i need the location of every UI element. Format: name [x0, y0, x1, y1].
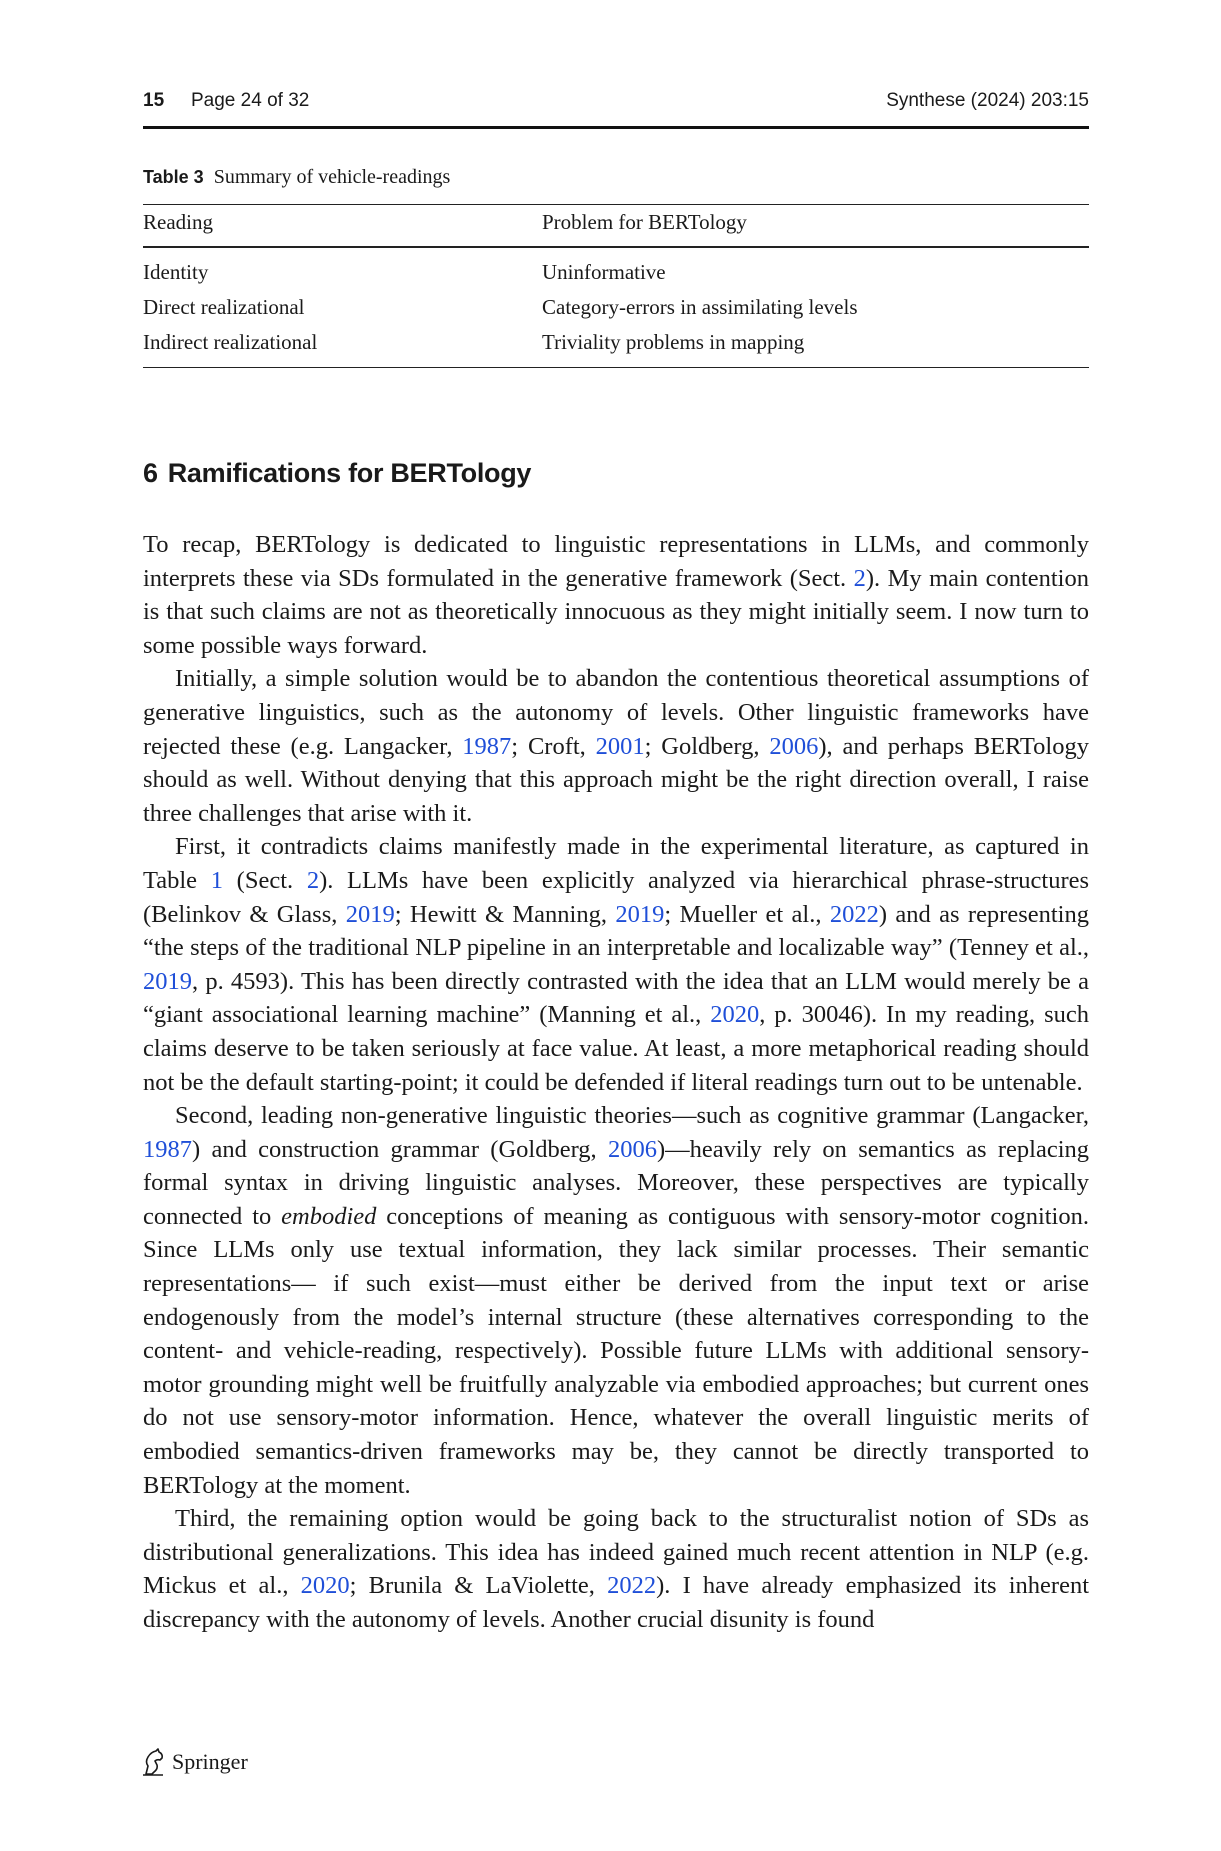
paragraph-text: ; Goldberg,: [644, 732, 770, 760]
section-heading: [143, 458, 531, 489]
table-cell: Direct realizational: [143, 295, 305, 319]
paragraph-text: ) and construction grammar (Goldberg,: [192, 1135, 608, 1163]
table-header-row: [143, 210, 1089, 242]
paragraph-text: ). I have already emphasized its inherent discrepancy with the autonomy of levels. Another crucial disunity is found: [143, 1572, 1089, 1633]
body-text: [143, 528, 1089, 1637]
paragraph-text: ; Brunila & LaViolette,: [349, 1572, 608, 1600]
citation-link[interactable]: 2001: [595, 732, 645, 760]
citation-link[interactable]: 2019: [615, 900, 665, 928]
table-caption-text: Summary of vehicle-readings: [213, 166, 451, 188]
page-of-count: Page 24 of 32: [191, 90, 310, 111]
publisher-footer: [140, 1745, 248, 1779]
table-column-header: Reading: [143, 210, 213, 234]
running-header: [143, 90, 1089, 120]
body-paragraph: [143, 1099, 1089, 1502]
citation-link[interactable]: 2006: [607, 1135, 657, 1163]
paragraph-text: Initially, a simple solution would be to abandon the contentious theoretical assumptions of generative linguistics, such as the autonomy of levels. Other linguistic frameworks have rejected these (e.g. Langacker,: [143, 665, 1089, 760]
table-cell: Uninformative: [542, 260, 666, 284]
body-paragraph: [143, 830, 1089, 1099]
journal-citation: Synthese (2024) 203:15: [886, 90, 1089, 111]
paragraph-text: Second, leading non-generative linguistic theories—such as cognitive grammar (Langacker,: [175, 1102, 1089, 1130]
paragraph-text: ; Hewitt & Manning,: [394, 900, 616, 928]
table-cell: Triviality problems in mapping: [542, 330, 805, 354]
table-cell: Identity: [143, 260, 209, 284]
table-cell: Category-errors in assimilating levels: [542, 295, 858, 319]
publisher-name: Springer: [172, 1749, 248, 1774]
table-label: Table 3: [143, 167, 204, 187]
citation-link[interactable]: 2020: [300, 1572, 350, 1600]
citation-link[interactable]: 1987: [462, 732, 512, 760]
springer-horse-icon: [140, 1748, 166, 1776]
paragraph-text: To recap, BERTology is dedicated to linguistic representations in LLMs, and commonly interprets these via SDs formulated in the generative framework (Sect.: [143, 531, 1089, 592]
body-paragraph: [143, 528, 1089, 662]
header-rule: [143, 126, 1089, 129]
citation-link[interactable]: 2: [853, 564, 866, 592]
table-caption: [143, 166, 450, 189]
citation-link[interactable]: 2022: [829, 900, 879, 928]
table-row: [143, 295, 1089, 327]
body-paragraph: [143, 662, 1089, 830]
table-cell: Indirect realizational: [143, 330, 318, 354]
body-paragraph: [143, 1502, 1089, 1636]
paragraph-text: ). LLMs have been explicitly analyzed via hierarchical phrase-structures (Belinkov & Glass,: [143, 866, 1090, 928]
paragraph-text: conceptions of meaning as contiguous with sensory-motor cognition. Since LLMs only use textual information, they lack similar processes. Their semantic representations— if such exist—must either be derived from the input text or arise endogenously from the model’s internal structure (these alternatives corresponding to the content- and vehicle-reading, respectively). Possible future LLMs with additional sensory-motor grounding might well be fruitfully analyzable via embodied approaches; but current ones do not use sensory-motor information. Hence, whatever the overall linguistic merits of embodied semantics-driven frameworks may be, they cannot be directly transported to BERTology at the moment.: [143, 1202, 1089, 1499]
citation-link[interactable]: 2006: [769, 732, 819, 760]
page-number: 15: [143, 90, 165, 111]
citation-link[interactable]: 2019: [345, 900, 395, 928]
paragraph-text: , p. 4593). This has been directly contrasted with the idea that an LLM would merely be a “giant associational learning machine” (Manning et al.,: [143, 967, 1089, 1029]
citation-link[interactable]: 2019: [143, 967, 192, 995]
emphasis-text: embodied: [281, 1202, 377, 1230]
citation-link[interactable]: 2020: [710, 1001, 760, 1029]
paragraph-text: ) and as representing “the steps of the traditional NLP pipeline in an interpretable and localizable way” (Tenney et al.,: [143, 900, 1089, 962]
section-title: Ramifications for BERTology: [167, 458, 532, 488]
table-header-rule: [143, 246, 1089, 248]
table-row: [143, 330, 1089, 362]
paragraph-text: ), and perhaps BERTology should as well. Without denying that this approach might be the right direction overall, I raise three challenges that arise with it.: [143, 732, 1089, 827]
table-column-header: Problem for BERTology: [542, 210, 747, 234]
paragraph-text: )—heavily rely on semantics as replacing formal syntax in driving linguistic analyses. Moreover, these perspectives are typically connected to: [143, 1135, 1090, 1230]
paragraph-text: First, it contradicts claims manifestly made in the experimental literature, as captured in Table: [143, 833, 1089, 894]
paragraph-text: , p. 30046). In my reading, such claims deserve to be taken seriously at face value. At least, a more metaphorical reading should not be the default starting-point; it could be defended if literal readings turn out to be untenable.: [143, 1001, 1090, 1096]
citation-link[interactable]: 1987: [143, 1135, 192, 1163]
paragraph-text: ; Mueller et al.,: [664, 900, 830, 928]
citation-link[interactable]: 2: [306, 866, 320, 894]
paragraph-text: ; Croft,: [511, 732, 596, 760]
table-top-rule: [143, 204, 1089, 205]
paragraph-text: (Sect.: [223, 866, 307, 894]
paragraph-text: ). My main contention is that such claims are not as theoretically innocuous as they might initially seem. I now turn to some possible ways forward.: [143, 564, 1089, 659]
table-bottom-rule: [143, 367, 1089, 368]
paragraph-text: Third, the remaining option would be going back to the structuralist notion of SDs as distributional generalizations. This idea has indeed gained much recent attention in NLP (e.g. Mickus et al.,: [143, 1505, 1089, 1600]
table-row: [143, 260, 1089, 292]
section-number: 6: [143, 458, 158, 488]
citation-link[interactable]: 2022: [607, 1572, 657, 1600]
citation-link[interactable]: 1: [210, 866, 223, 894]
